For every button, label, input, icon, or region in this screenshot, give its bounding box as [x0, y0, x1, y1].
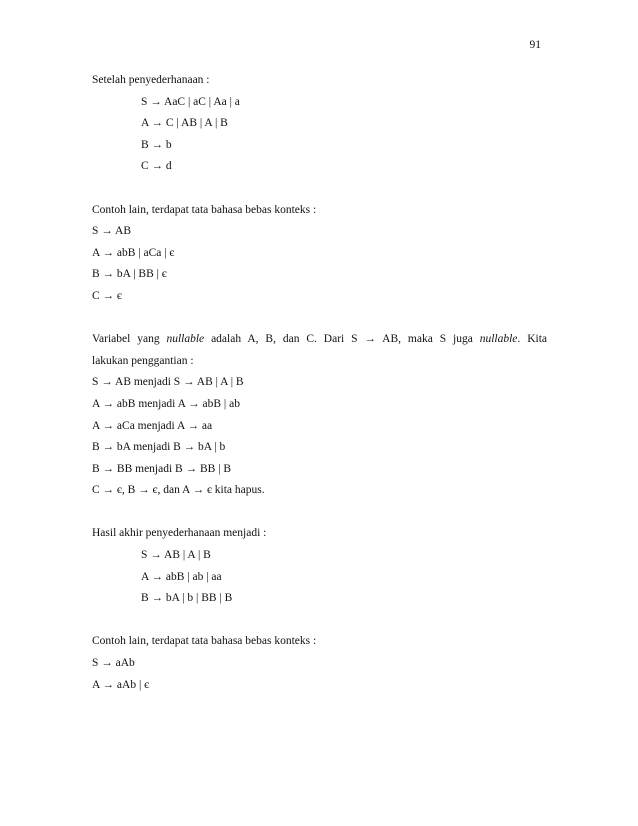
grammar-rule: C → d: [141, 160, 172, 173]
grammar-rule: B → bA menjadi B → bA | b: [92, 441, 226, 454]
section-heading: Contoh lain, terdapat tata bahasa bebas konteks :: [92, 203, 317, 216]
grammar-rule: S → AaC | aC | Aa | a: [141, 95, 240, 108]
grammar-rule: B → bA | BB | є: [92, 268, 167, 281]
grammar-rule: C → є: [92, 289, 122, 302]
grammar-rule: A → aCa menjadi A → aa: [92, 419, 213, 432]
grammar-rule: C → є, B → є, dan A → є kita hapus.: [92, 484, 265, 497]
grammar-rule: B → bA | b | BB | B: [141, 592, 233, 605]
grammar-rule: S → AB menjadi S → AB | A | B: [92, 376, 244, 389]
grammar-rule: S → aAb: [92, 657, 135, 670]
section-heading: Contoh lain, terdapat tata bahasa bebas konteks :: [92, 635, 317, 648]
paragraph-line: lakukan penggantian :: [92, 354, 194, 367]
grammar-rule: A → abB menjadi A → abB | ab: [92, 397, 240, 410]
grammar-rule: B → b: [141, 138, 172, 151]
section-heading: Setelah penyederhanaan :: [92, 74, 210, 86]
section-heading: Hasil akhir penyederhanaan menjadi :: [92, 527, 267, 540]
italic-term: nullable: [479, 333, 518, 346]
grammar-rule: A → aAb | є: [92, 678, 150, 691]
grammar-rule: A → C | AB | A | B: [141, 117, 228, 130]
grammar-rule: S → AB: [92, 225, 131, 238]
grammar-rule: S → AB | A | B: [141, 549, 211, 562]
grammar-rule: B → BB menjadi B → BB | B: [92, 462, 232, 475]
italic-term: nullable: [166, 333, 205, 346]
page-content: [92, 70, 547, 696]
grammar-rule: A → abB | aCa | є: [92, 246, 175, 259]
grammar-rule: A → abB | ab | aa: [141, 570, 222, 583]
page-number: 91: [529, 39, 541, 51]
paragraph-line: Variabel yang nullable adalah A, B, dan C. Dari S → AB, maka S juga nullable. Kita: [92, 333, 547, 346]
